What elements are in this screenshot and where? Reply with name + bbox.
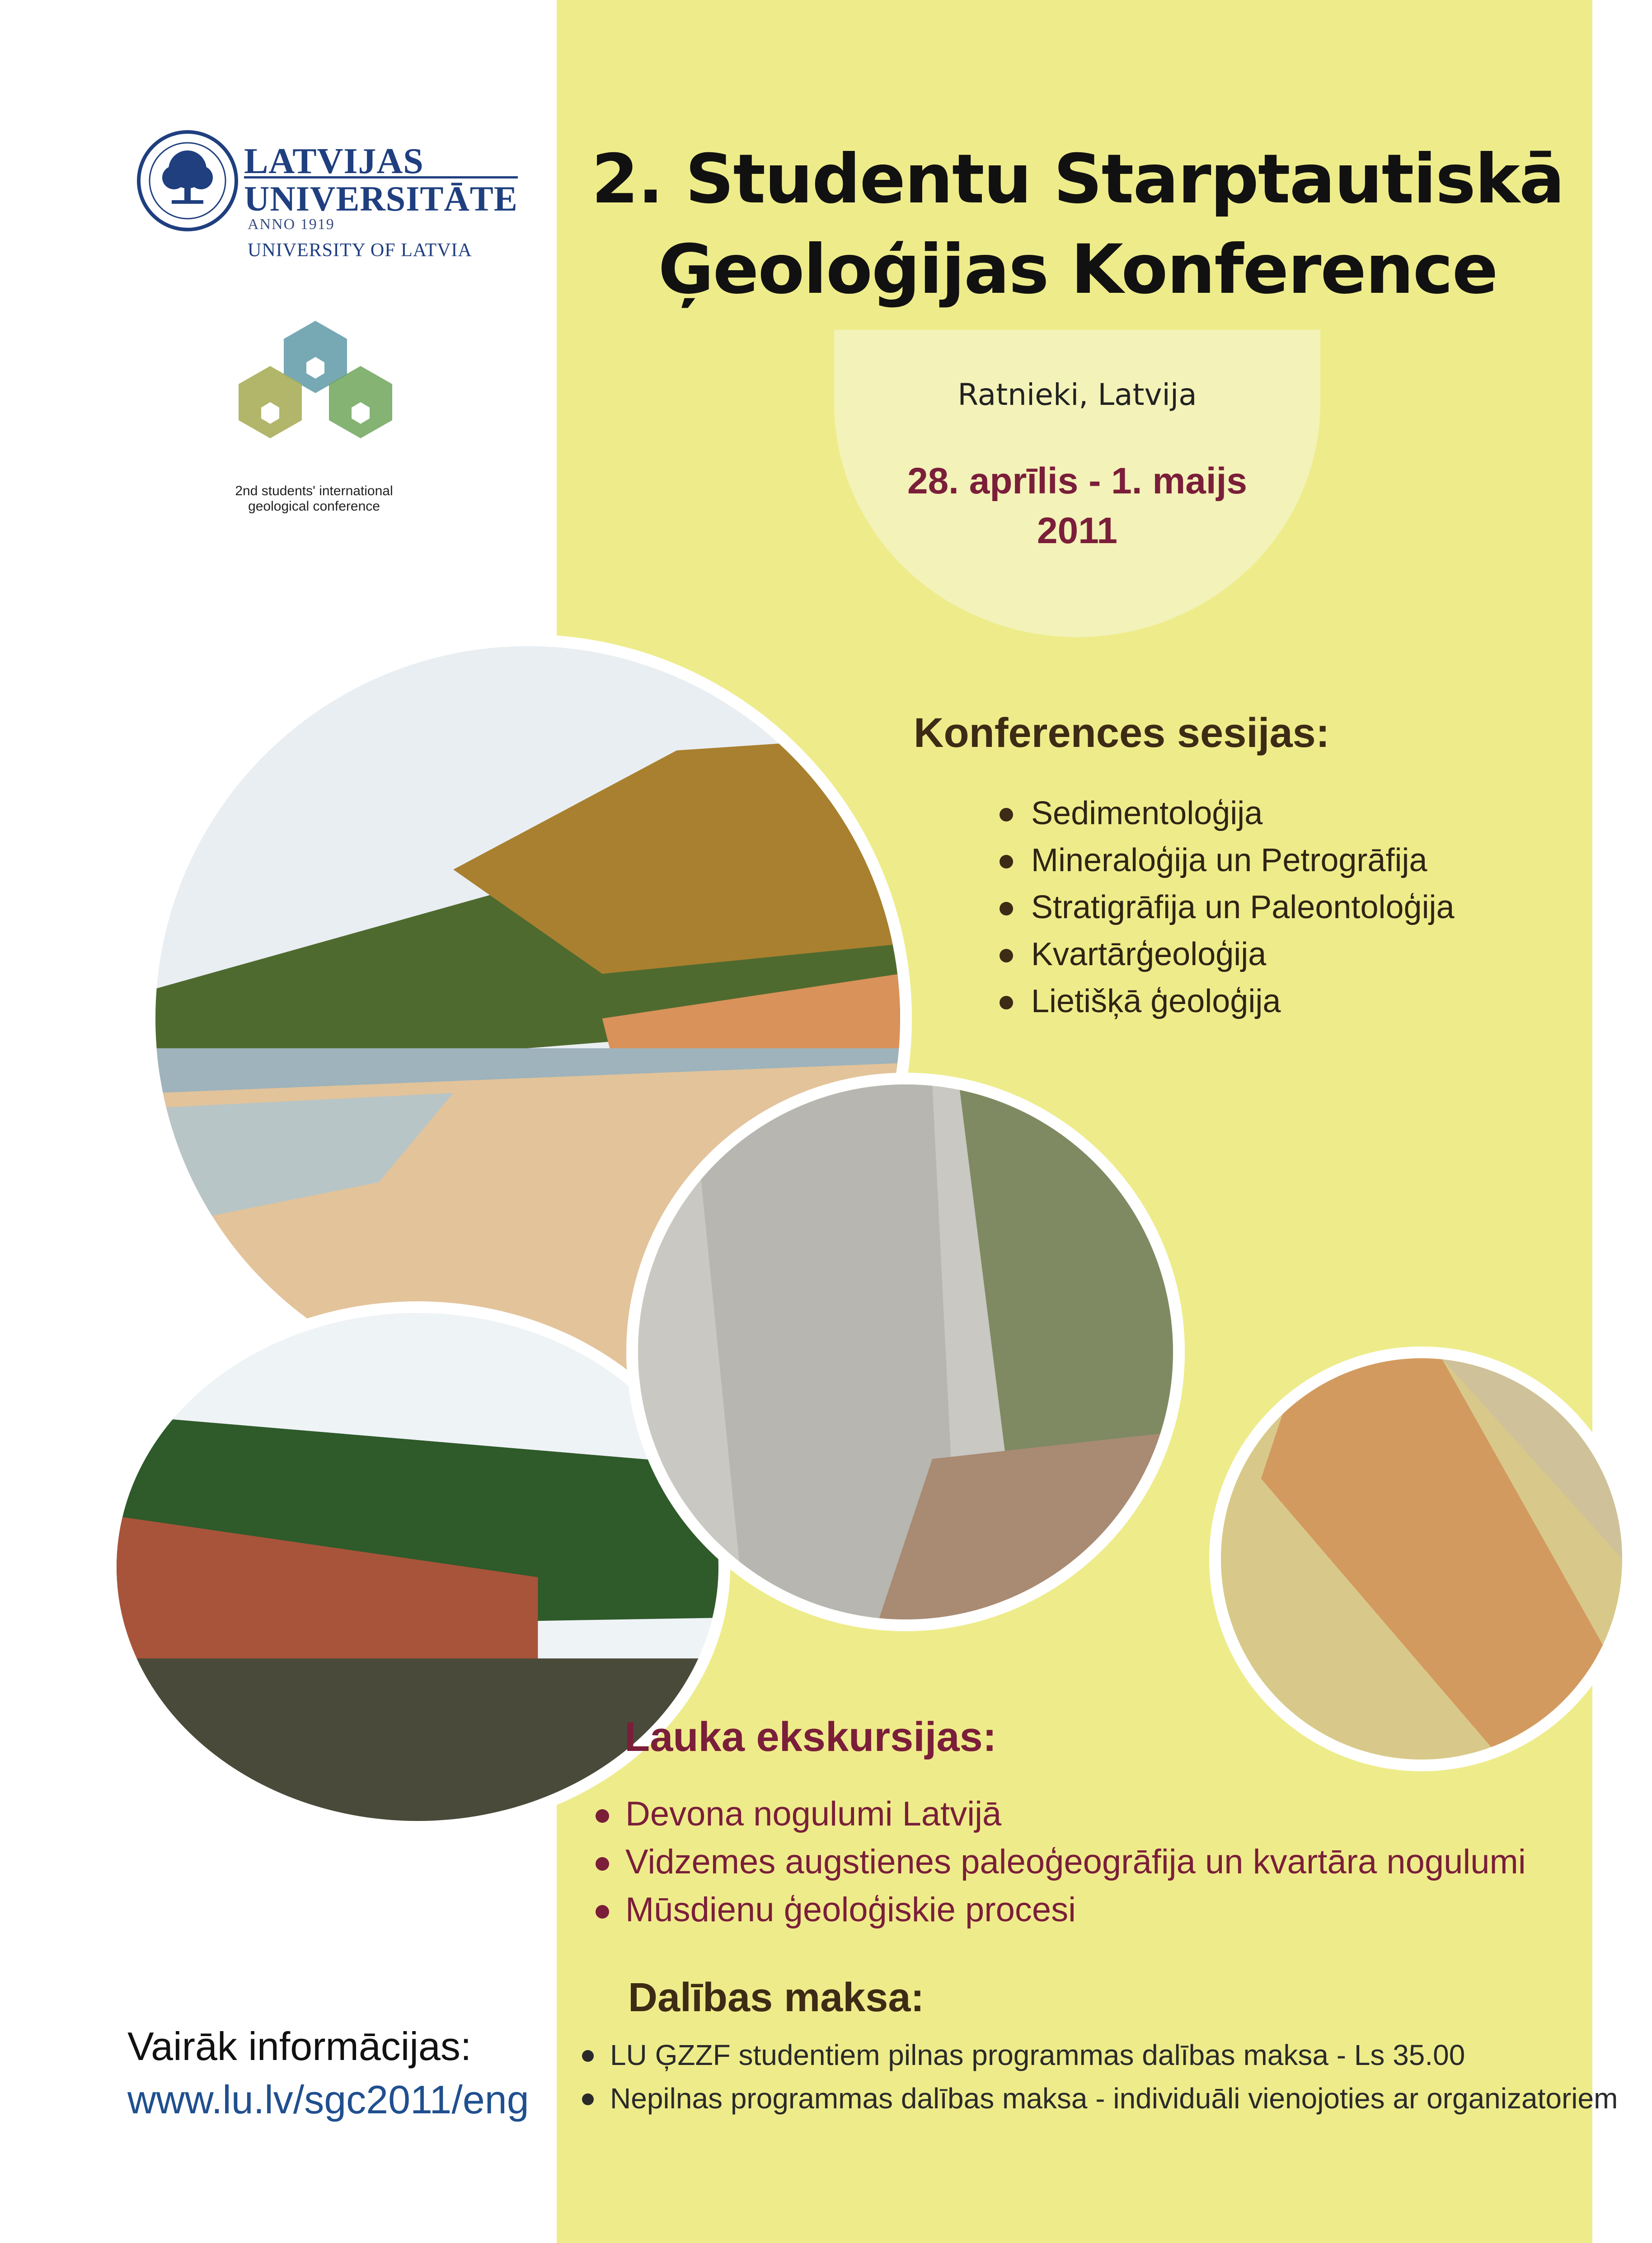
list-item: LU ĢZZF studentiem pilnas programmas dalības maksa - Ls 35.00 xyxy=(582,2033,1618,2077)
list-item: Lietišķā ģeoloģija xyxy=(1000,978,1455,1025)
bullet-icon xyxy=(1000,902,1013,915)
website-link[interactable]: www.lu.lv/sgc2011/eng xyxy=(127,2077,529,2122)
list-item: Stratigrāfija un Paleontoloģija xyxy=(1000,884,1455,931)
sessions-heading: Konferences sesijas: xyxy=(914,710,1330,756)
bullet-icon xyxy=(582,2050,594,2062)
list-item: Kvartārģeoloģija xyxy=(1000,931,1455,978)
more-info-label: Vairāk informācijas: xyxy=(127,2024,472,2069)
fee-heading: Dalības maksa: xyxy=(628,1975,925,2020)
fee-list xyxy=(582,2033,1618,2120)
conference-location: Ratnieki, Latvija xyxy=(957,377,1197,412)
photo-sandstone-canyon xyxy=(626,1073,1185,1631)
photo-sandstone-texture xyxy=(1209,1347,1634,1771)
conference-logo-caption-line1: 2nd students' international xyxy=(235,483,393,498)
university-name-line1: LATVIJAS xyxy=(244,141,424,181)
bullet-icon xyxy=(1000,996,1013,1009)
university-anno: ANNO 1919 xyxy=(248,216,335,233)
list-item: Mūsdienu ģeoloģiskie procesi xyxy=(596,1886,1526,1934)
conference-logo-icon xyxy=(211,316,419,483)
excursions-heading: Lauka ekskursijas: xyxy=(624,1714,997,1760)
conference-title-line1: 2. Studentu Starptautiskā xyxy=(591,140,1564,219)
list-item: Mineraloģija un Petrogrāfija xyxy=(1000,837,1455,884)
bullet-icon xyxy=(1000,855,1013,868)
list-item: Devona nogulumi Latvijā xyxy=(596,1790,1526,1838)
conference-dates: 28. aprīlis - 1. maijs xyxy=(907,460,1248,502)
conference-title-line2: Ģeoloģijas Konference xyxy=(658,230,1497,309)
conference-year: 2011 xyxy=(1037,510,1117,551)
bullet-icon xyxy=(596,1857,609,1871)
list-item: Sedimentoloģija xyxy=(1000,790,1455,837)
bullet-icon xyxy=(582,2093,594,2105)
bullet-icon xyxy=(1000,808,1013,821)
university-seal-icon xyxy=(136,129,239,233)
bullet-icon xyxy=(596,1809,609,1823)
list-item: Nepilnas programmas dalības maksa - individuāli vienojoties ar organizatoriem xyxy=(582,2077,1618,2120)
excursions-list xyxy=(596,1790,1526,1934)
sessions-list xyxy=(1000,790,1455,1025)
list-item: Vidzemes augstienes paleoģeogrāfija un kvartāra nogulumi xyxy=(596,1838,1526,1886)
university-name-line2: UNIVERSITĀTE xyxy=(244,176,518,219)
bullet-icon xyxy=(596,1905,609,1919)
bullet-icon xyxy=(1000,949,1013,962)
university-name-english: UNIVERSITY OF LATVIA xyxy=(248,240,472,261)
conference-logo-caption-line2: geological conference xyxy=(248,499,380,514)
